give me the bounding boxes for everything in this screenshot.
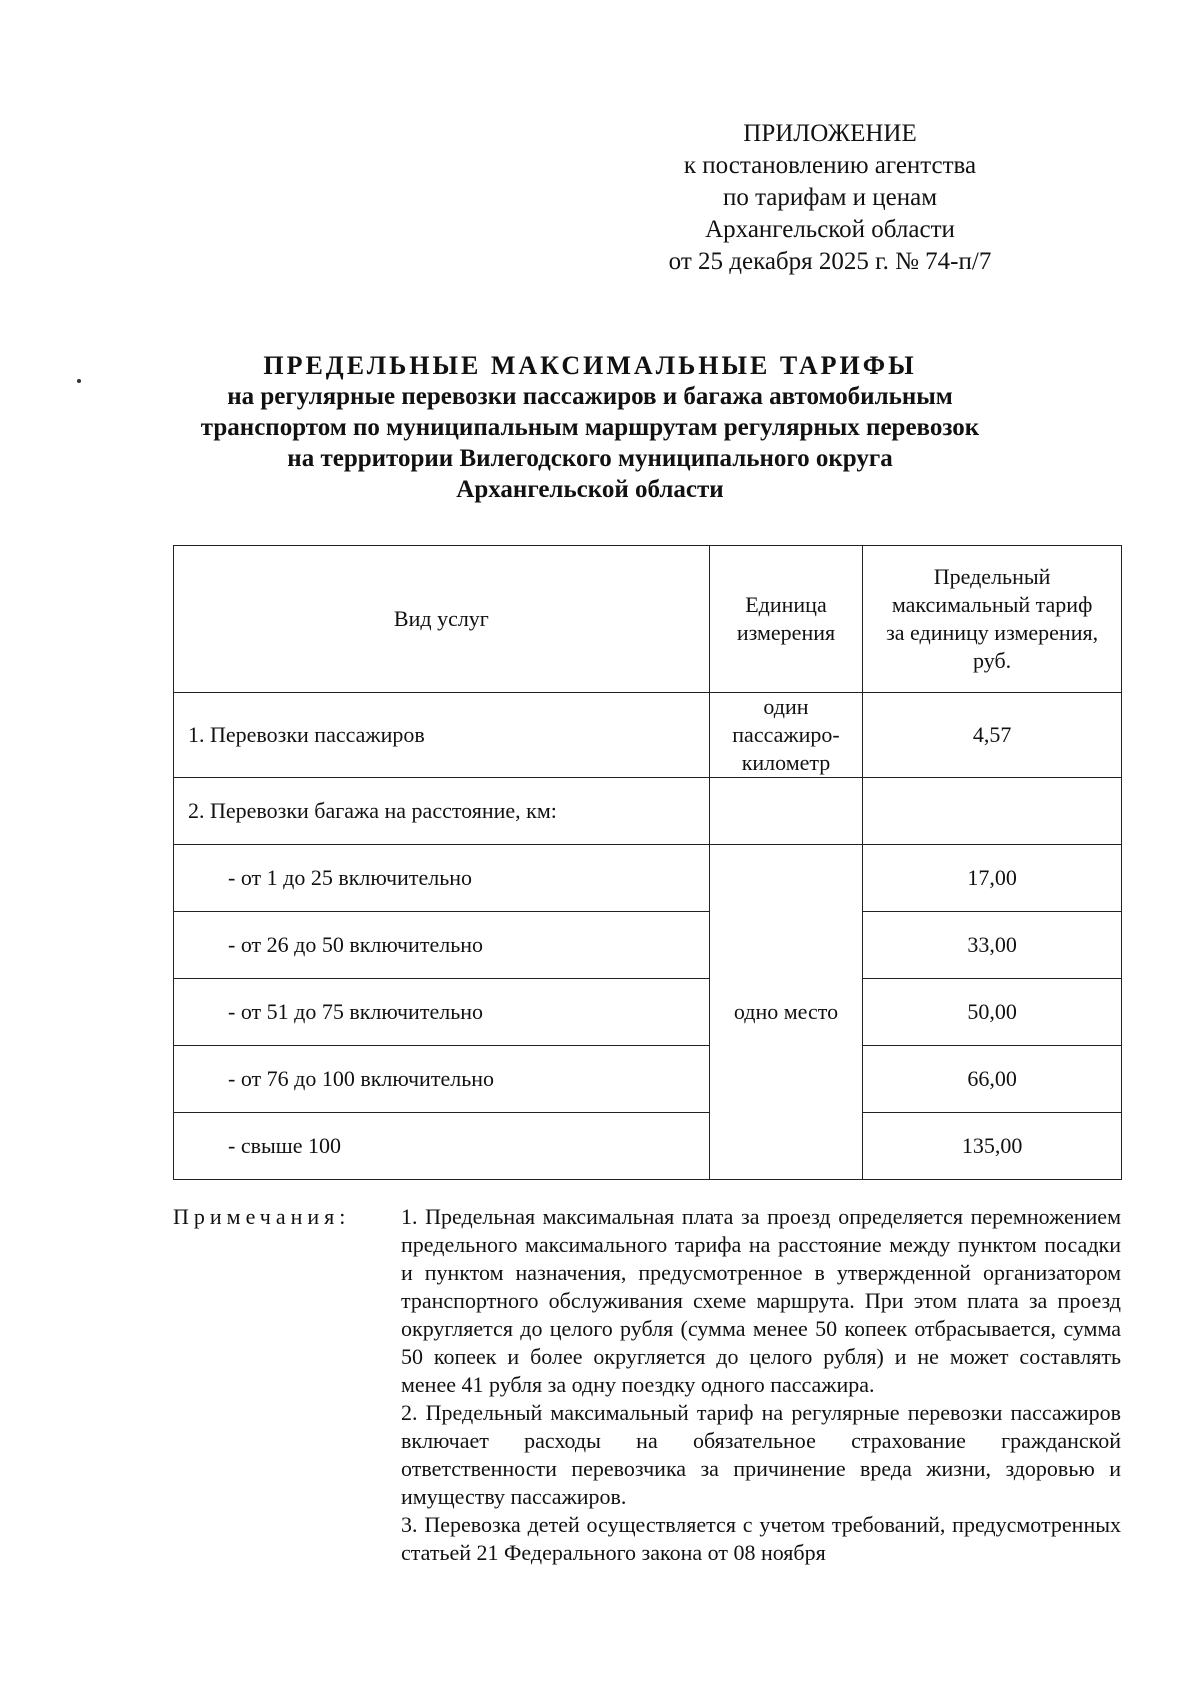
cell-tariff: 4,57 [863, 693, 1122, 778]
appendix-date: от 25 декабря 2025 г. № 74-п/7 [668, 248, 992, 275]
notes-label: Примечания: [173, 1204, 351, 1229]
appendix-line: по тарифам и ценам [722, 184, 938, 211]
cell-service [174, 845, 710, 912]
header-unit-line: Единица [745, 592, 827, 617]
cell-service-text: - от 1 до 25 включительно [228, 865, 472, 890]
note-item: 3. Перевозка детей осуществляется с учетом требований, предусмотренных статьей 21 Федерального закона от 08 ноября [401, 1512, 1121, 1565]
table-row [174, 979, 1122, 1046]
title-line: на территории Вилегодского муниципального округа [287, 445, 893, 472]
header-tariff-line: Предельный [933, 564, 1051, 589]
document-title [150, 350, 1030, 505]
header-tariff-line: руб. [973, 648, 1012, 673]
header-unit-line: измерения [736, 620, 836, 645]
cell-service-text: - от 51 до 75 включительно [228, 999, 483, 1024]
cell-unit-line: километр [741, 750, 831, 775]
cell-service [174, 1046, 710, 1113]
header-unit [709, 546, 862, 693]
table-row [174, 1113, 1122, 1180]
cell-service-text: - свыше 100 [228, 1133, 341, 1158]
appendix-title: ПРИЛОЖЕНИЕ [743, 120, 917, 147]
header-tariff-line: максимальный тариф [891, 592, 1093, 617]
table-header-row [174, 546, 1122, 693]
table-row [174, 912, 1122, 979]
notes-body [401, 1203, 1121, 1567]
cell-service: 2. Перевозки багажа на расстояние, км: [174, 778, 710, 845]
appendix-line: к постановлению агентства [683, 152, 977, 179]
cell-service [174, 912, 710, 979]
cell-tariff: 135,00 [863, 1113, 1122, 1180]
note-item: 1. Предельная максимальная плата за проезд определяется перемножением предельного максимального тарифа на расстояние между пунктом посадки и пунктом назначения, предусмотренное в утвержденной организатором транспортного обслуживания схеме маршрута. При этом плата за проезд округляется до целого рубля (сумма менее 50 копеек отбрасывается, сумма 50 копеек и более округляется до целого рубля) и не может составлять менее 41 рубля за одну поездку одного пассажира. [401, 1204, 1121, 1397]
title-line: Архангельской области [456, 476, 724, 503]
cell-service-text: - от 76 до 100 включительно [228, 1066, 494, 1091]
cell-service-text: - от 26 до 50 включительно [228, 932, 483, 957]
header-tariff-line: за единицу измерения, [886, 620, 1099, 645]
cell-tariff: 33,00 [863, 912, 1122, 979]
cell-tariff: 17,00 [863, 845, 1122, 912]
appendix-line: Архангельской области [705, 216, 955, 243]
cell-tariff: 50,00 [863, 979, 1122, 1046]
cell-unit-merged: одно место [709, 845, 862, 1180]
appendix-header [620, 118, 1040, 278]
cell-unit-line: один [763, 694, 809, 719]
scan-speck [77, 379, 81, 383]
table-row [174, 845, 1122, 912]
table-row [174, 778, 1122, 845]
cell-tariff: 66,00 [863, 1046, 1122, 1113]
cell-unit [709, 778, 862, 845]
title-main: ПРЕДЕЛЬНЫЕ МАКСИМАЛЬНЫЕ ТАРИФЫ [263, 351, 917, 380]
title-line: на регулярные перевозки пассажиров и багажа автомобильным [227, 383, 953, 410]
header-tariff [863, 546, 1122, 693]
cell-service [174, 1113, 710, 1180]
header-service: Вид услуг [174, 546, 710, 693]
table-row [174, 693, 1122, 778]
cell-service: 1. Перевозки пассажиров [174, 693, 710, 778]
cell-tariff [863, 778, 1122, 845]
cell-unit-line: пассажиро- [732, 722, 840, 747]
title-line: транспортом по муниципальным маршрутам регулярных перевозок [200, 414, 980, 441]
tariff-table [173, 545, 1122, 1180]
cell-service [174, 979, 710, 1046]
note-item: 2. Предельный максимальный тариф на регулярные перевозки пассажиров включает расходы на обязательное страхование гражданской ответственности перевозчика за причинение вреда жизни, здоровью и имуществу пассажиров. [401, 1400, 1121, 1509]
table-row [174, 1046, 1122, 1113]
cell-unit [709, 693, 862, 778]
